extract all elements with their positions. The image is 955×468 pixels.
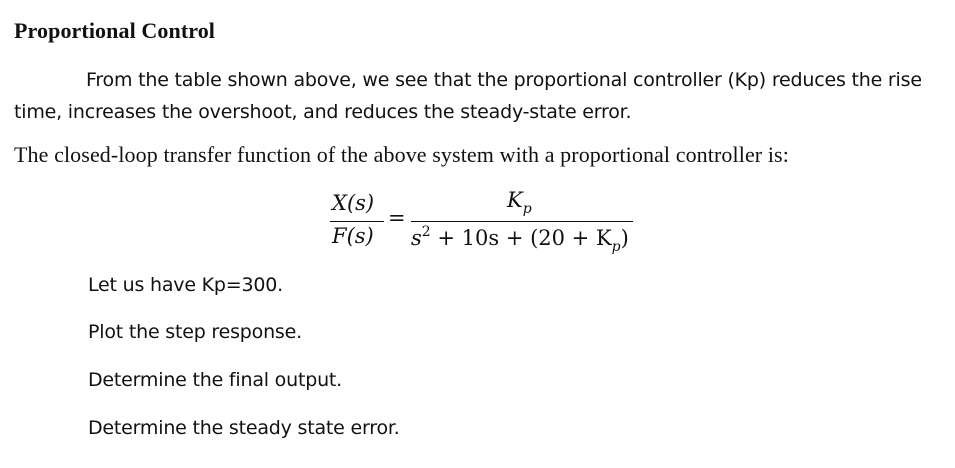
transfer-function-intro: The closed-loop transfer function of the above system with a proportional controller is: [14, 142, 789, 167]
section-heading: Proportional Control [14, 18, 216, 43]
rhs-numerator [507, 188, 532, 217]
rhs-denominator [411, 224, 629, 255]
lhs-fraction-bar [330, 221, 384, 222]
s-exponent: 2 [421, 224, 431, 240]
task-item-plot: Plot the step response. [88, 321, 302, 343]
lhs-denominator: F(s) [332, 224, 374, 248]
s-variable: s [411, 226, 422, 250]
lhs-numerator: X(s) [332, 191, 375, 215]
equals-sign: = [388, 206, 406, 230]
kp-denominator-subscript: p [611, 239, 621, 255]
task-item-kp: Let us have Kp=300. [88, 274, 284, 296]
denominator-terms: + 10s + (20 + K [430, 226, 612, 250]
intro-paragraph: From the table shown above, we see that the proportional controller (Kp) reduces the rise time, increases the overshoot, and reduces the steady-state error. [14, 69, 922, 123]
kp-symbol: K [507, 188, 523, 212]
transfer-function-equation [326, 190, 646, 260]
task-item-final-output: Determine the final output. [88, 369, 342, 391]
task-item-steady-state-error: Determine the steady state error. [88, 417, 400, 439]
kp-subscript: p [522, 201, 532, 217]
denominator-close-paren: ) [620, 226, 629, 250]
rhs-fraction-bar [411, 221, 633, 222]
